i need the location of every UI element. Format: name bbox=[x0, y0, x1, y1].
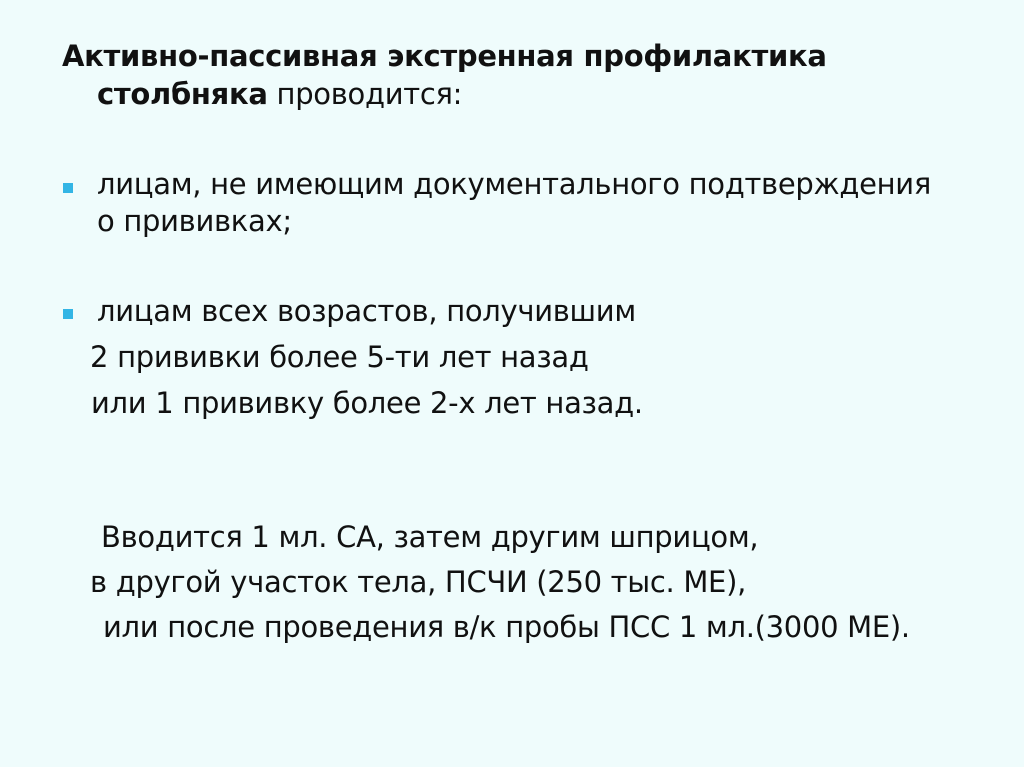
bullet-2-line-1: лицам всех возрастов, получившим bbox=[97, 294, 636, 328]
square-bullet-icon bbox=[63, 183, 73, 193]
bullet-2-line-2: 2 прививки более 5-ти лет назад bbox=[90, 340, 589, 374]
note-line-1: Вводится 1 мл. СА, затем другим шприцом, bbox=[101, 520, 759, 554]
note-line-3: или после проведения в/к пробы ПСС 1 мл.(3000 МЕ). bbox=[103, 610, 910, 644]
title-line-2 bbox=[97, 76, 462, 112]
note-line-2: в другой участок тела, ПСЧИ (250 тыс. МЕ), bbox=[90, 565, 747, 599]
bullet-2-line-3: или 1 прививку более 2-х лет назад. bbox=[91, 386, 643, 420]
bullet-1-line-2: о прививках; bbox=[97, 204, 292, 238]
square-bullet-icon bbox=[63, 309, 73, 319]
bullet-1-line-1: лицам, не имеющим документального подтверждения bbox=[97, 167, 931, 201]
title-line-1: Активно-пассивная экстренная профилактика bbox=[62, 39, 827, 73]
title-rest: проводится: bbox=[267, 77, 463, 111]
title-bold-word: столбняка bbox=[97, 77, 268, 111]
